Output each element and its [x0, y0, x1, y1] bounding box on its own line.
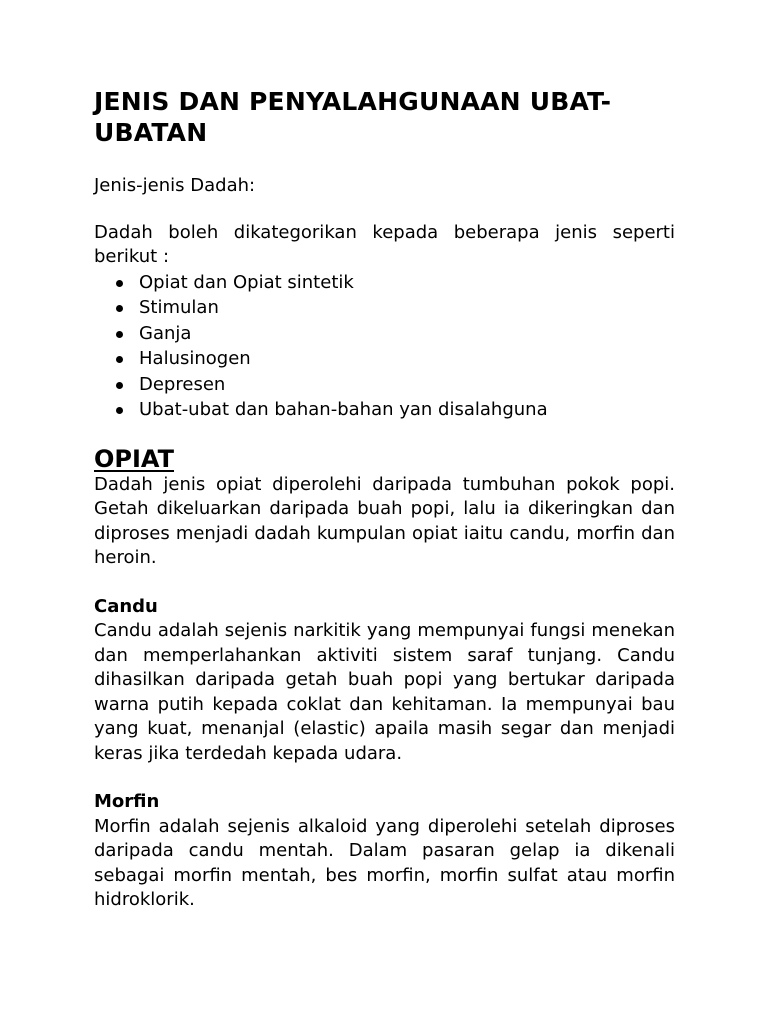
- drug-types-list: [94, 270, 675, 423]
- subheading-candu: Candu: [94, 595, 158, 617]
- list-item: Halusinogen: [116, 346, 675, 372]
- intro-label: Jenis-jenis Dadah:: [94, 175, 256, 196]
- page-title: JENIS DAN PENYALAHGUNAAN UBAT-UBATAN: [94, 87, 612, 147]
- list-item: Ganja: [116, 321, 675, 347]
- subheading-morfin: Morfin: [94, 791, 160, 812]
- document-page: [94, 86, 675, 913]
- list-item: Stimulan: [116, 295, 675, 321]
- candu-paragraph: Candu adalah sejenis narkitik yang mempunyai fungsi menekan dan memperlahankan aktiviti sistem saraf tunjang. Candu dihasilkan daripada getah buah popi yang bertukar daripada warna putih kepada coklat dan kehitaman. Ia mempunyai bau yang kuat, menanjal (elastic) apaila masih segar dan menjadi keras jika terdedah kepada udara.: [94, 620, 675, 764]
- list-item: Ubat-ubat dan bahan-bahan yan disalahguna: [116, 397, 675, 423]
- opiat-paragraph: Dadah jenis opiat diperolehi daripada tumbuhan pokok popi. Getah dikeluarkan daripada buah popi, lalu ia dikeringkan dan diproses menjadi dadah kumpulan opiat iaitu candu, morfin dan heroin.: [94, 473, 675, 568]
- list-item: Opiat dan Opiat sintetik: [116, 270, 675, 296]
- section-heading-opiat: OPIAT: [94, 444, 175, 473]
- list-item: Depresen: [116, 372, 675, 398]
- morfin-paragraph: Morfin adalah sejenis alkaloid yang diperolehi setelah diproses daripada candu mentah. Dalam pasaran gelap ia dikenali sebagai morfin mentah, bes morfin, morfin sulfat atau morfin hidroklorik.: [94, 815, 675, 910]
- intro-text: Dadah boleh dikategorikan kepada beberapa jenis seperti berikut :: [94, 221, 675, 267]
